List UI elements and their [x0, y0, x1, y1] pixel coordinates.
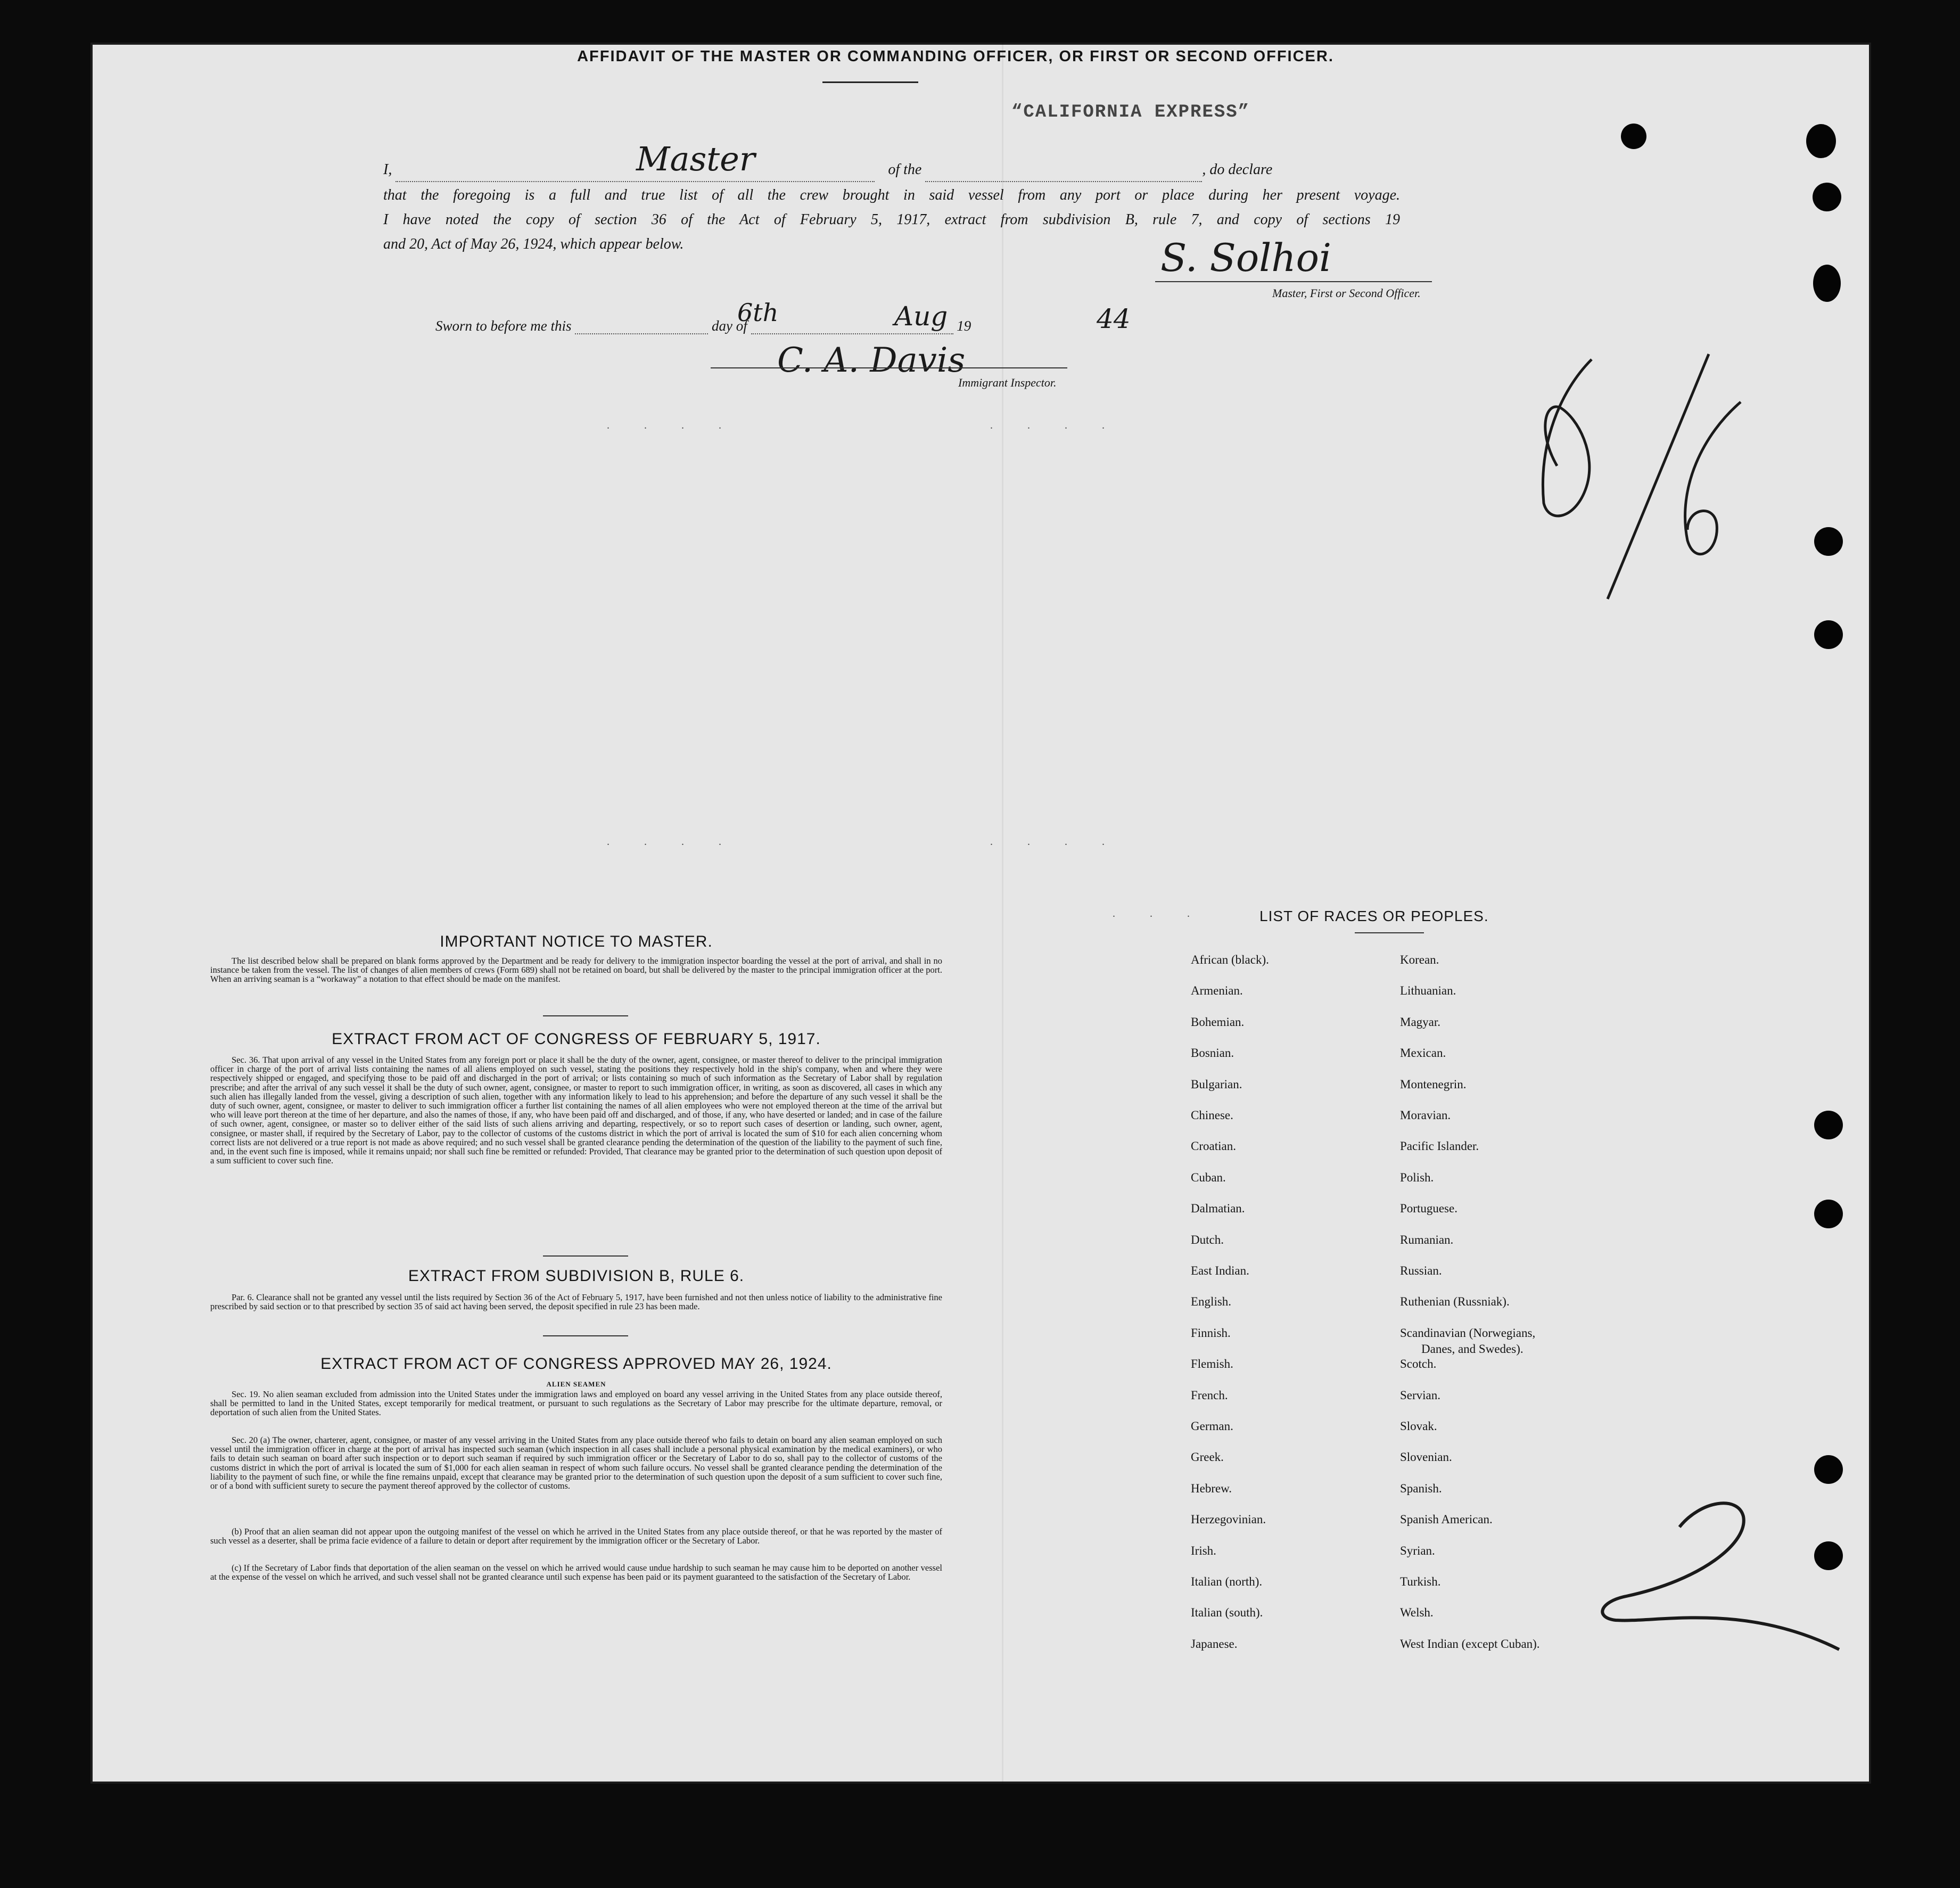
race-item: East Indian. — [1191, 1264, 1249, 1277]
sworn-dayof: day of — [712, 318, 747, 334]
race-item: Bulgarian. — [1191, 1077, 1242, 1091]
notice-title: IMPORTANT NOTICE TO MASTER. — [440, 933, 713, 950]
extract-1917-text: Sec. 36. That upon arrival of any vessel in the United States from any foreign port or place it shall be the duty of the owner, agent, consignee, or master thereof to deliver to the principal immigration officer in charge of the port of arrival lists containing the names of all aliens employed on such vessel, stating the positions they respectively hold in the ship's company, when and where they were respectively shipped or engaged, and specifying those to be paid off and discharged in the port of arrival; or lists containing so much of such information as the Secretary of Labor shall by regulation prescribe; and after the arrival of any such vessel it shall be the duty of such owner, agent, consignee, or master to report to such immigration officer, in writing, as soon as discovered, all cases in which any such alien has illegally landed from the vessel, giving a description of such alien, together with any information likely to lead to his apprehension; and before the departure of any such vessel it shall be the duty of such owner, agent, consignee, or master to deliver to such immigration officer a further list containing the names of all alien employees who were not employed thereon at the time of the arrival but who will leave port thereon at the time of her departure, and also the names of those, if any, who have been paid off and discharged, and of those, if any, who have deserted or landed; and in case of the failure of such owner, agent, consignee, or master so to deliver either of the said lists of such aliens arriving and departing, respectively, or so to report such cases of desertion or landing, such owner, agent, consignee, or master shall, if required by the Secretary of Labor, pay to the collector of customs of the customs district in which the port of arrival is located the sum of $10 for each alien concerning whom correct lists are not delivered or a true report is not made as above required; and no such vessel shall be granted clearance pending the determination of the question of the liability to the payment of such fine, and, in the event such fine is imposed, while it remains unpaid; nor shall such fine be remitted or refunded: Provided, That clearance may be granted prior to the determination of such question upon deposit of a sum sufficient to cover such fine. — [210, 1055, 942, 1166]
race-item: Dalmatian. — [1191, 1202, 1245, 1216]
extract-1924-title: EXTRACT FROM ACT OF CONGRESS APPROVED MAY 26, 1924. — [320, 1355, 832, 1373]
race-item: African (black). — [1191, 953, 1269, 966]
race-item: Bohemian. — [1191, 1015, 1245, 1029]
punch-hole — [1813, 265, 1841, 302]
race-item: West Indian (except Cuban). — [1400, 1637, 1540, 1651]
extract-rule6-text: Par. 6. Clearance shall not be granted any vessel until the lists required by Section 36 of the Act of February 5, 1917, have been furnished and not then unless notice of liability to the administrative fine prescribed by said section or to that prescribed by section 35 of said act having been served, the deposit specified in rule 23 has been made. — [210, 1292, 942, 1312]
race-item: Servian. — [1400, 1388, 1441, 1402]
race-item: Danes, and Swedes). — [1421, 1342, 1523, 1356]
race-item: Rumanian. — [1400, 1233, 1454, 1246]
sworn-day-blank — [575, 315, 708, 334]
race-item: Spanish American. — [1400, 1513, 1493, 1526]
page-number-annotation — [1594, 1495, 1850, 1655]
sec20c-text: (c) If the Secretary of Labor finds that deportation of the alien seaman on the vessel on which he arrived would cause undue hardship to such seaman he may cause him to be deported on another vessel at the expense of the vessel on which he arrived, and such vessel shall not be granted clearance until such expense has been paid or its payment guaranteed to the satisfaction of the Secretary of Labor. — [210, 1563, 942, 1582]
title-rule — [822, 81, 918, 83]
notice-text: The list described below shall be prepared on blank forms approved by the Department and be ready for delivery to the immigration inspector boarding the vessel at the port of arrival, and shall in no instance be taken from the vessel. The list of changes of alien members of crews (Form 689) shall not be retained on board, but shall be delivered by the master to the principal immigration officer at the port. When an arriving seaman is a “workaway” a notation to that effect should be made on the manifest. — [210, 956, 942, 984]
punch-hole — [1621, 124, 1646, 149]
race-item: Cuban. — [1191, 1170, 1226, 1184]
race-item: Magyar. — [1400, 1015, 1441, 1029]
race-item: French. — [1191, 1388, 1228, 1402]
rule — [543, 1015, 628, 1016]
rule — [1355, 932, 1424, 933]
dot-row: . . . . — [607, 836, 737, 848]
race-item: German. — [1191, 1419, 1233, 1433]
fraction-annotation — [1528, 349, 1751, 604]
declaration-line-4: and 20, Act of May 26, 1924, which appear below. — [383, 236, 684, 252]
race-item: Scotch. — [1400, 1357, 1437, 1371]
race-item: Dutch. — [1191, 1233, 1224, 1246]
race-item: Bosnian. — [1191, 1046, 1234, 1060]
extract-rule6-title: EXTRACT FROM SUBDIVISION B, RULE 6. — [408, 1267, 745, 1285]
races-title: LIST OF RACES OR PEOPLES. — [1259, 908, 1489, 924]
race-item: Mexican. — [1400, 1046, 1446, 1060]
race-item: Armenian. — [1191, 984, 1243, 998]
officer-blank — [396, 163, 875, 182]
race-item: Japanese. — [1191, 1637, 1238, 1651]
race-item: Montenegrin. — [1400, 1077, 1467, 1091]
sworn-day-handwritten: 6th — [737, 298, 779, 327]
race-item: Italian (north). — [1191, 1575, 1263, 1588]
sworn-month-handwritten: Aug — [894, 301, 948, 332]
race-item: Polish. — [1400, 1170, 1434, 1184]
punch-hole — [1814, 1111, 1843, 1139]
rule — [543, 1255, 628, 1257]
extract-1924-subtitle: ALIEN SEAMEN — [546, 1380, 606, 1388]
sec20b-text: (b) Proof that an alien seaman did not appear upon the outgoing manifest of the vessel on which he arrived in the United States from any place outside thereof, or that he was reported by the master of such vessel as a deserter, shall be prima facie evidence of a failure to detain or deport after requirement by the immigration officer or the Secretary of Labor. — [210, 1526, 942, 1546]
officer-handwritten: Master — [636, 139, 755, 178]
race-item: Croatian. — [1191, 1139, 1236, 1153]
inspector-signature: C. A. Davis — [777, 341, 966, 380]
race-item: Portuguese. — [1400, 1202, 1457, 1216]
punch-hole — [1814, 527, 1843, 556]
race-item: Slovenian. — [1400, 1450, 1452, 1464]
declaration-line-2: that the foregoing is a full and true list of all the crew brought in said vessel from any port or place during her present voyage. — [383, 187, 1400, 203]
dot-row: . . . . — [990, 836, 1121, 848]
sworn-prefix: Sworn to before me this — [435, 318, 572, 334]
dot-row: . . . — [1113, 908, 1206, 920]
race-item: Turkish. — [1400, 1575, 1441, 1588]
race-item: English. — [1191, 1295, 1232, 1309]
master-signature-line — [1155, 281, 1432, 282]
inspector-caption: Immigrant Inspector. — [958, 376, 1057, 389]
race-item: Chinese. — [1191, 1109, 1233, 1122]
race-item: Moravian. — [1400, 1109, 1451, 1122]
race-item: Slovak. — [1400, 1419, 1437, 1433]
dot-row: . . . . — [990, 420, 1121, 431]
race-item: Spanish. — [1400, 1481, 1442, 1495]
sworn-year-prefix: 19 — [957, 318, 971, 334]
line1-start: I, — [383, 161, 392, 178]
punch-hole — [1806, 124, 1836, 158]
race-item: Scandinavian (Norwegians, — [1400, 1326, 1536, 1340]
race-item: Pacific Islander. — [1400, 1139, 1479, 1153]
master-signature: S. Solhoi — [1160, 235, 1331, 280]
extract-1917-title: EXTRACT FROM ACT OF CONGRESS OF FEBRUARY 5, 1917. — [332, 1030, 821, 1048]
punch-hole — [1814, 620, 1843, 649]
line1-end: , do declare — [1202, 161, 1273, 178]
rule — [543, 1335, 628, 1336]
race-item: Ruthenian (Russniak). — [1400, 1295, 1510, 1309]
dot-row: . . . . — [607, 420, 737, 431]
vessel-name-stamp: “CALIFORNIA EXPRESS” — [1011, 102, 1250, 122]
line1-mid: of the — [888, 161, 922, 178]
race-item: Welsh. — [1400, 1606, 1434, 1620]
vessel-blank — [925, 163, 1202, 182]
race-item: Irish. — [1191, 1544, 1216, 1557]
punch-hole — [1813, 183, 1841, 211]
punch-hole — [1814, 1200, 1843, 1228]
race-item: Korean. — [1400, 953, 1439, 966]
race-item: Finnish. — [1191, 1326, 1231, 1340]
race-item: Hebrew. — [1191, 1481, 1232, 1495]
race-item: Syrian. — [1400, 1544, 1435, 1557]
race-item: Herzegovinian. — [1191, 1513, 1266, 1526]
affidavit-title: AFFIDAVIT OF THE MASTER OR COMMANDING OFFICER, OR FIRST OR SECOND OFFICER. — [577, 48, 1334, 65]
punch-hole — [1814, 1455, 1843, 1484]
race-item: Flemish. — [1191, 1357, 1233, 1371]
sec19-text: Sec. 19. No alien seaman excluded from admission into the United States under the immigration laws and employed on board any vessel arriving in the United States from any place outside thereof, shall be permitted to land in the United States, except temporarily for medical treatment, or pursuant to such regulations as the Secretary of Labor may prescribe for the ultimate departure, removal, or deportation of such alien from the United States. — [210, 1389, 942, 1418]
declaration-line-3: I have noted the copy of section 36 of the Act of February 5, 1917, extract from subdivision B, rule 7, and copy of sections 19 — [383, 211, 1400, 228]
declaration-line-1 — [383, 158, 1400, 182]
race-item: Greek. — [1191, 1450, 1224, 1464]
master-signature-caption: Master, First or Second Officer. — [1272, 286, 1421, 300]
sec20a-text: Sec. 20 (a) The owner, charterer, agent, consignee, or master of any vessel arriving in the United States from any place outside thereof who fails to detain on board any alien seaman employed on such vessel until the immigration officer in charge at the port of arrival has inspected such seaman (which inspection in all cases shall include a personal physical examination by the medical examiners), or who fails to detain such seaman on board after such inspection or to deport such seaman if required by such immigration officer or the Secretary of Labor to do so, shall pay to the collector of customs of the customs district in which the port of arrival is located the sum of $1,000 for each alien seaman in respect of whom such failure occurs. No vessel shall be granted clearance pending the determination of the liability to the payment of such fine, or while the fine remains unpaid, except that clearance may be granted prior to the determination of such question upon the deposit of a sum sufficient to cover such fine, or of a bond with sufficient surety to secure the payment thereof approved by the collector of customs. — [210, 1435, 942, 1491]
sworn-line — [435, 315, 971, 334]
race-item: Russian. — [1400, 1264, 1442, 1277]
sworn-year-handwritten: 44 — [1097, 303, 1131, 334]
race-item: Italian (south). — [1191, 1606, 1263, 1620]
inspector-signature-line — [711, 367, 1067, 368]
race-item: Lithuanian. — [1400, 984, 1456, 998]
